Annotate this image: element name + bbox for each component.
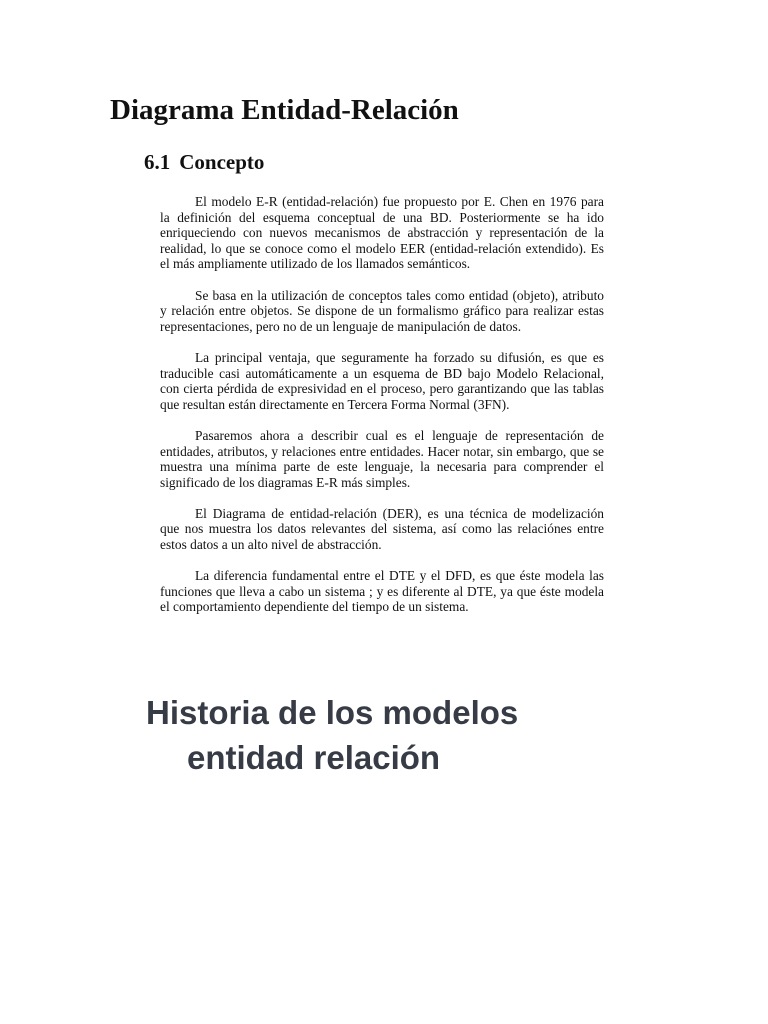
document-title: Diagrama Entidad-Relación (110, 94, 459, 126)
paragraph: El modelo E-R (entidad-relación) fue propuesto por E. Chen en 1976 para la definición del esquema conceptual de una BD. Posteriormente se ha ido enriqueciendo con nuevos mecanismos de abstracción y representación de la realidad, lo que se conoce como el modelo EER (entidad-relación extendido). Es el más ampliamente utilizado de los llamados semánticos. (160, 194, 604, 272)
paragraph: La principal ventaja, que seguramente ha forzado su difusión, es que es traducible casi automáticamente a un esquema de BD bajo Modelo Relacional, con cierta pérdida de expresividad en el proceso, pero garantizando que las tablas que resultan están directamente en Tercera Forma Normal (3FN). (160, 349, 604, 412)
paragraph: Se basa en la utilización de conceptos tales como entidad (objeto), atributo y relación entre objetos. Se dispone de un formalismo gráfico para realizar estas representaciones, pero no de un lenguaje de manipulación de datos. (160, 287, 604, 334)
section-title: Concepto (179, 150, 265, 174)
history-heading-line-1: Historia de los modelos (146, 694, 519, 731)
history-heading-line-2: entidad relación (187, 739, 441, 776)
body-text (160, 194, 604, 615)
section-number: 6.1 (144, 150, 171, 174)
section-heading (144, 147, 264, 177)
paragraph: Pasaremos ahora a describir cual es el lenguaje de representación de entidades, atributos, y relaciones entre entidades. Hacer notar, sin embargo, que se muestra una mínima parte de este lenguaje, la necesaria para comprender el significado de los diagramas E-R más simples. (160, 427, 604, 490)
paragraph: El Diagrama de entidad-relación (DER), es una técnica de modelización que nos muestra los datos relevantes del sistema, así como las relaciónes entre estos datos a un alto nivel de abstracción. (160, 505, 604, 553)
paragraph: La diferencia fundamental entre el DTE y el DFD, es que éste modela las funciones que lleva a cabo un sistema ; y es diferente al DTE, ya que éste modela el comportamiento dependiente del tiempo de un sistema. (160, 568, 604, 615)
history-heading (146, 690, 518, 780)
